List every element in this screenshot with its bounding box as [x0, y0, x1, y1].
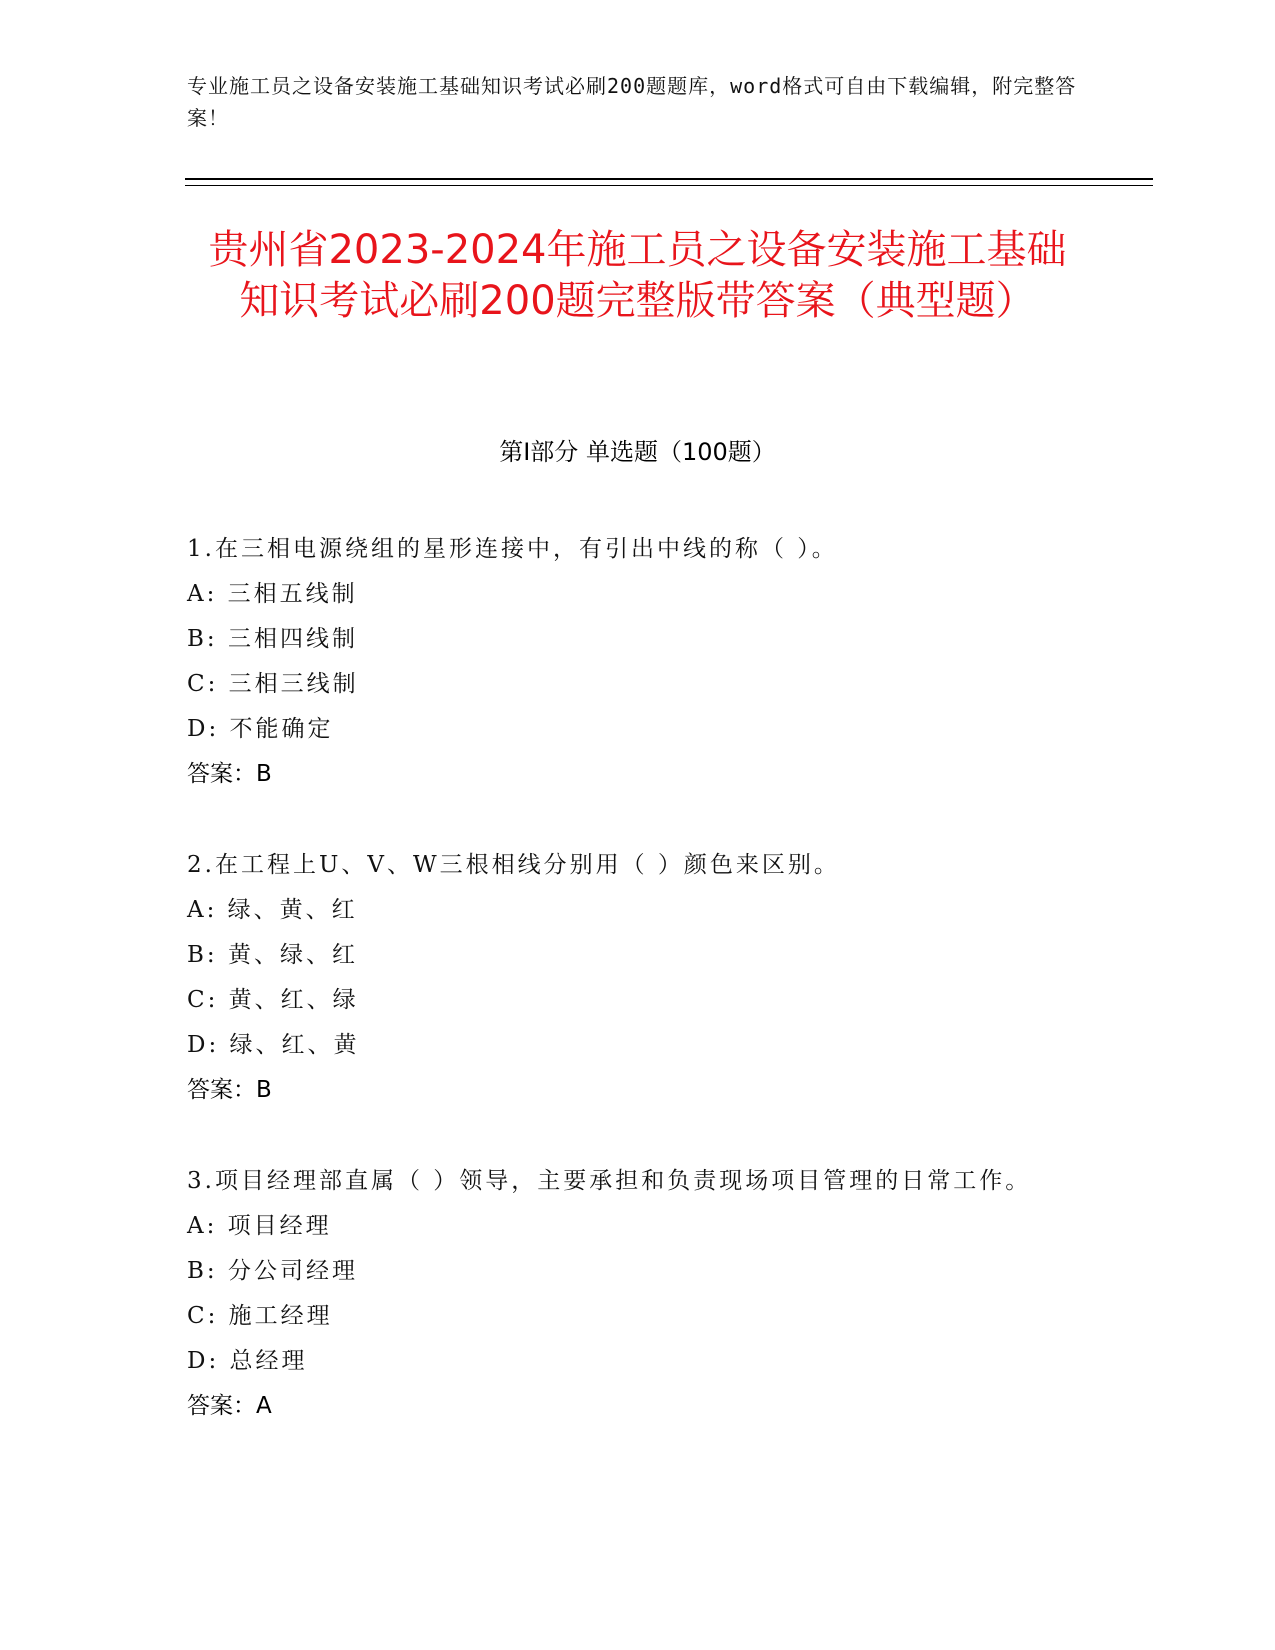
option-c: C: 黄、红、绿 [187, 987, 359, 1013]
answer: 答案：B [187, 1077, 272, 1103]
answer: 答案：A [187, 1393, 272, 1419]
question-1 [187, 527, 1077, 797]
option-b: B: 分公司经理 [187, 1258, 358, 1284]
option-c: C: 三相三线制 [187, 671, 359, 697]
option-a: A: 三相五线制 [187, 581, 358, 607]
header-rule-thin [185, 185, 1153, 186]
option-a: A: 绿、黄、红 [187, 897, 358, 923]
section-heading: 第Ⅰ部分 单选题（100题） [499, 438, 776, 466]
option-d: D: 总经理 [187, 1348, 308, 1374]
question-stem: 1.在三相电源绕组的星形连接中，有引出中线的称（ ）。 [187, 536, 838, 562]
question-stem: 3.项目经理部直属（ ）领导，主要承担和负责现场项目管理的日常工作。 [187, 1168, 1032, 1194]
header-note: 专业施工员之设备安装施工基础知识考试必刷200题题库，word格式可自由下载编辑，附完整答案！ [187, 74, 1077, 130]
question-3 [187, 1159, 1077, 1429]
option-b: B: 黄、绿、红 [187, 942, 358, 968]
option-b: B: 三相四线制 [187, 626, 358, 652]
option-c: C: 施工经理 [187, 1303, 333, 1329]
option-d: D: 不能确定 [187, 716, 334, 742]
question-stem: 2.在工程上U、V、W三根相线分别用（ ）颜色来区别。 [187, 852, 840, 878]
question-list [187, 527, 1077, 1475]
answer: 答案：B [187, 761, 272, 787]
document-title: 贵州省2023-2024年施工员之设备安装施工基础知识考试必刷200题完整版带答案（典型题） [208, 227, 1067, 324]
question-2 [187, 843, 1077, 1113]
header-rule-thick [185, 178, 1153, 180]
option-a: A: 项目经理 [187, 1213, 332, 1239]
option-d: D: 绿、红、黄 [187, 1032, 360, 1058]
